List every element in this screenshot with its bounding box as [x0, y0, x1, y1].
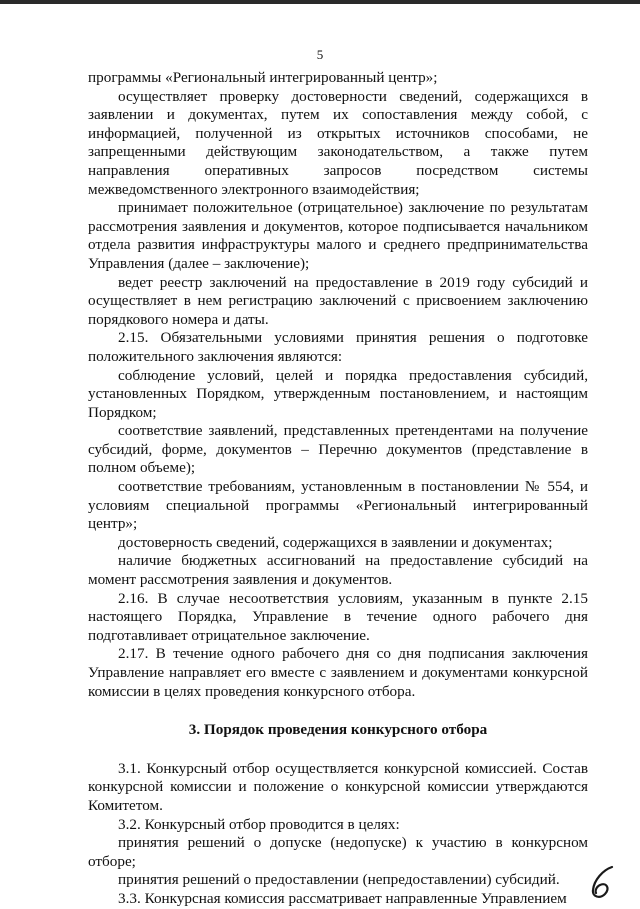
paragraph: 3.2. Конкурсный отбор проводится в целях:	[118, 815, 400, 833]
section-heading: 3. Порядок проведения конкурсного отбора	[188, 721, 488, 739]
paragraph: 2.17. В течение одного рабочего дня со дня подписания заключения Управление направляет его вместе с заявлением и документами конкурсной комиссии в целях проведения конкурсного отбора.	[88, 645, 588, 700]
page-number: 5	[316, 47, 324, 62]
paragraph: соответствие заявлений, представленных претендентами на получение субсидий, форме, документов – Перечню документов (представление в полном объеме);	[88, 422, 588, 477]
paragraph: принятия решений о предоставлении (непредоставлении) субсидий.	[118, 871, 560, 889]
handwritten-six-icon	[586, 864, 620, 900]
paragraph: достоверность сведений, содержащихся в заявлении и документах;	[118, 533, 553, 551]
paragraph: 2.16. В случае несоответствия условиям, указанным в пункте 2.15 настоящего Порядка, Управление в течение одного рабочего дня подготавливает отрицательное заключение.	[88, 589, 588, 644]
scan-top-edge	[0, 0, 640, 4]
paragraph: осуществляет проверку достоверности сведений, содержащихся в заявлении и документах, путем их сопоставления между собой, с информацией, полученной из открытых источников способами, не запрещенными действующим законодательством, а также путем направления оперативных запросов посредством системы межведомственного электронного взаимодействия;	[88, 87, 588, 198]
document-body	[88, 69, 588, 909]
paragraph: программы «Региональный интегрированный центр»;	[88, 69, 438, 86]
paragraph: 2.15. Обязательными условиями принятия решения о подготовке положительного заключения являются:	[88, 329, 588, 365]
paragraph: 3.3. Конкурсная комиссия рассматривает направленные Управлением	[118, 889, 567, 907]
paragraph: принятия решений о допуске (недопуске) к участию в конкурсном отборе;	[88, 834, 588, 870]
paragraph: принимает положительное (отрицательное) заключение по результатам рассмотрения заявления и документов, которое подписывается начальником отдела развития инфраструктуры малого и среднего предпринимательства Управления (далее – заключение);	[88, 199, 588, 272]
paragraph: наличие бюджетных ассигнований на предоставление субсидий на момент рассмотрения заявления и документов.	[88, 552, 588, 589]
handwritten-page-mark	[586, 864, 620, 900]
paragraph: 3.1. Конкурсный отбор осуществляется конкурсной комиссией. Состав конкурсной комиссии и положение о конкурсной комиссии утверждаются Комитетом.	[88, 759, 588, 814]
paragraph: соблюдение условий, целей и порядка предоставления субсидий, установленных Порядком, утвержденным постановлением, и настоящим Порядком;	[88, 366, 588, 421]
paragraph: ведет реестр заключений на предоставление в 2019 году субсидий и осуществляет в нем регистрацию заключений с присвоением заключению порядкового номера и даты.	[88, 273, 588, 328]
paragraph: соответствие требованиям, установленным в постановлении № 554, и условиям специальной программы «Региональный интегрированный центр»;	[88, 478, 588, 533]
